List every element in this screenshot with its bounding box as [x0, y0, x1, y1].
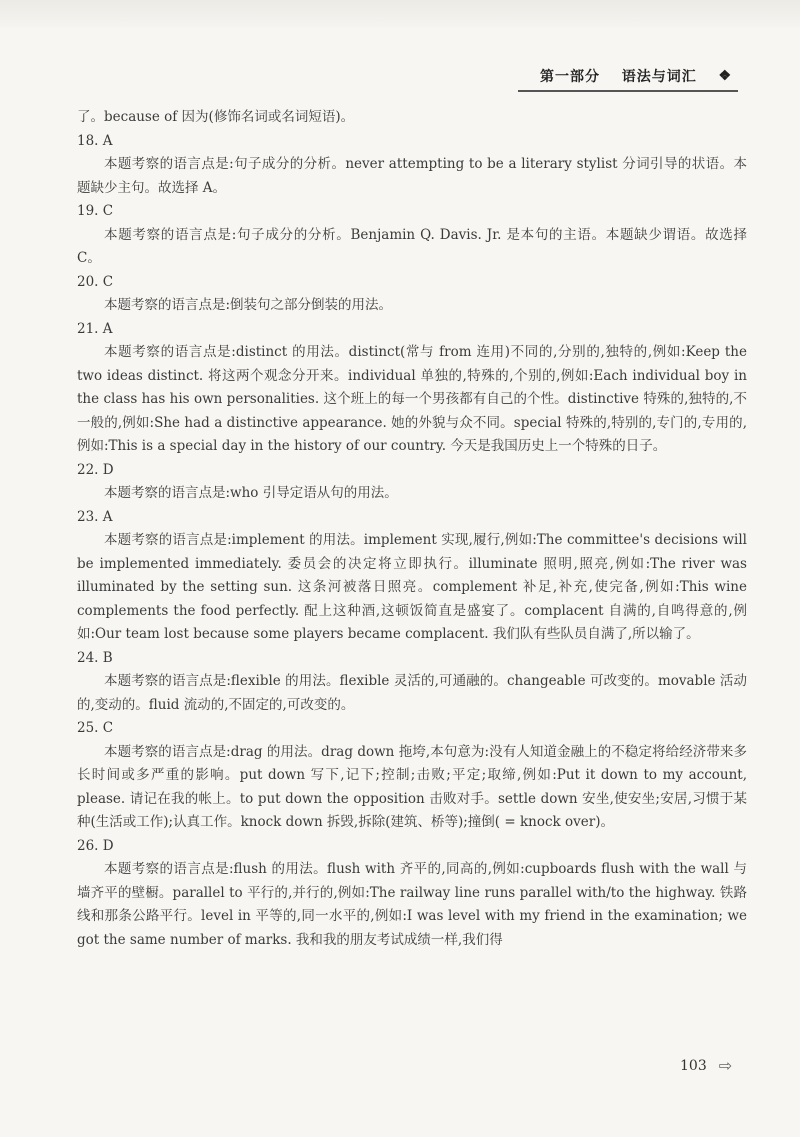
explanation-paragraph: 本题考察的语言点是:drag 的用法。drag down 拖垮,本句意为:没有人知道金融上的不稳定将给经济带来多长时间或多严重的影响。put down 写下,记下;控制;击败;平定;取缔,例如:Put it down to my account, please. 请记在我的帐上。to put down the opposition 击败对手。settle down 安坐,使安坐;安居,习惯于某种(生活或工作);认真工作。knock down 拆毁,拆除(建筑、桥等);撞倒( = knock over)。 [77, 743, 747, 830]
page-number: 103 [680, 1057, 707, 1074]
scan-top-band [0, 0, 800, 28]
question-number: 19. C [77, 203, 114, 219]
ornament-icon: ❖ [718, 68, 732, 84]
question-number: 22. D [77, 461, 114, 478]
explanation-paragraph: 本题考察的语言点是:who 引导定语从句的用法。 [104, 485, 398, 501]
explanation-paragraph: 本题考察的语言点是:flexible 的用法。flexible 灵活的,可通融的。changeable 可改变的。movable 活动的,变动的。fluid 流动的,不固定的,可改变的。 [77, 673, 747, 713]
explanation-paragraph: 本题考察的语言点是:implement 的用法。implement 实现,履行,例如:The committee's decisions will be implemented immediately. 委员会的决定将立即执行。illuminate 照明,照亮,例如:The river was illuminated by the setting sun. 这条河被落日照亮。complement 补足,补充,使完备,例如:This wine complements the food perfectly. 配上这种酒,这顿饭简直是盛宴了。complacent 自满的,自鸣得意的,例如:Our team lost because some players became complacent. 我们队有些队员自满了,所以输了。 [77, 532, 747, 642]
header-part: 第一部分 [540, 69, 600, 85]
question-number: 20. C [77, 273, 114, 290]
header-section: 语法与词汇 [621, 69, 697, 85]
explanation-paragraph: 本题考察的语言点是:句子成分的分析。Benjamin Q. Davis. Jr. 是本句的主语。本题缺少谓语。故选择 C。 [77, 226, 747, 266]
header-rule [518, 90, 738, 92]
question-number: 24. B [77, 649, 113, 666]
question-number: 21. A [77, 320, 113, 337]
paragraph: 了。because of 因为(修饰名词或名词短语)。 [77, 109, 355, 125]
page-header [540, 66, 732, 86]
page-footer [680, 1056, 732, 1075]
explanation-paragraph: 本题考察的语言点是:倒装句之部分倒装的用法。 [104, 297, 393, 313]
explanation-paragraph: 本题考察的语言点是:distinct 的用法。distinct(常与 from 连用)不同的,分别的,独特的,例如:Keep the two ideas distinct. 将这两个观念分开来。individual 单独的,特殊的,个别的,例如:Each individual boy in the class has his own personalities. 这个班上的每一个男孩都有自己的个性。distinctive 特殊的,独特的,不一般的,例如:She had a distinctive appearance. 她的外貌与众不同。special 特殊的,特别的,专门的,专用的,例如:This is a special day in the history of our country. 今天是我国历史上一个特殊的日子。 [77, 344, 747, 454]
page-body [77, 106, 747, 952]
explanation-paragraph: 本题考察的语言点是:句子成分的分析。never attempting to be a literary stylist 分词引导的状语。本题缺少主句。故选择 A。 [77, 156, 747, 196]
explanation-paragraph: 本题考察的语言点是:flush 的用法。flush with 齐平的,同高的,例如:cupboards flush with the wall 与墙齐平的壁橱。parallel to 平行的,并行的,例如:The railway line runs parallel with/to the highway. 铁路线和那条公路平行。level in 平等的,同一水平的,例如:I was level with my friend in the examination; we got the same number of marks. 我和我的朋友考试成绩一样,我们得 [77, 861, 747, 948]
next-page-arrow-icon: ⇨ [718, 1056, 733, 1075]
question-number: 25. C [77, 720, 114, 736]
question-number: 23. A [77, 508, 113, 525]
question-number: 18. A [77, 132, 113, 149]
question-number: 26. D [77, 837, 114, 854]
